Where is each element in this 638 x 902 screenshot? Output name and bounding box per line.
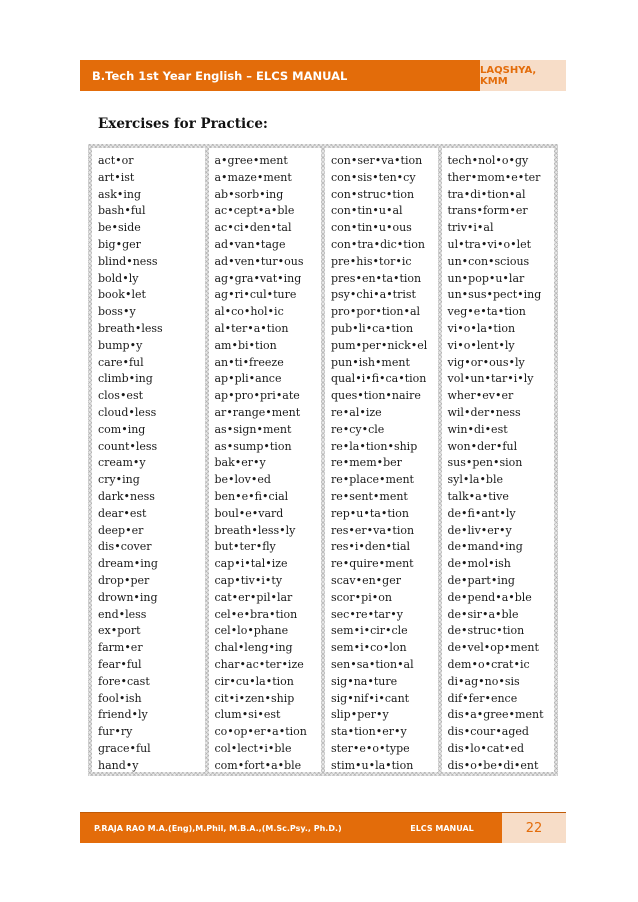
footer-author: P.RAJA RAO M.A.(Eng),M.Phil, M.B.A.,(M.Sc.Psy., Ph.D.) — [94, 823, 342, 833]
syllable-word: ul•tra•vi•o•let — [447, 237, 532, 251]
syllable-word: bump•y — [98, 338, 143, 352]
syllable-word: bak•er•y — [214, 456, 266, 470]
syllable-word: triv•i•al — [447, 221, 494, 235]
syllable-word: dis•a•gree•ment — [447, 708, 544, 722]
syllable-word: a•maze•ment — [214, 170, 292, 184]
syllable-word: ap•pro•pri•ate — [214, 389, 300, 403]
syllable-word: un•sus•pect•ing — [447, 288, 542, 302]
syllable-word: scor•pi•on — [331, 590, 392, 604]
syllable-word: ask•ing — [98, 187, 142, 201]
syllable-word: de•mand•ing — [447, 540, 523, 554]
syllable-word: scav•en•ger — [331, 573, 401, 587]
syllable-word: fool•ish — [98, 691, 142, 705]
syllable-word: de•part•ing — [447, 573, 515, 587]
syllable-word: qual•i•fi•ca•tion — [331, 372, 427, 386]
syllable-word: de•vel•op•ment — [447, 641, 539, 655]
syllable-word: cat•er•pil•lar — [214, 590, 293, 604]
syllable-word: cit•i•zen•ship — [214, 691, 295, 705]
syllable-word: un•pop•u•lar — [447, 271, 525, 285]
syllable-word: count•less — [98, 439, 158, 453]
syllable-word: an•ti•freeze — [214, 355, 284, 369]
syllable-word: boss•y — [98, 305, 136, 319]
syllable-word: slip•per•y — [331, 708, 389, 722]
syllable-word: al•co•hol•ic — [214, 305, 284, 319]
syllable-word: con•tin•u•ous — [331, 221, 412, 235]
syllable-word: bold•ly — [98, 271, 139, 285]
syllable-word: cel•e•bra•tion — [214, 607, 298, 621]
syllable-word: ap•pli•ance — [214, 372, 282, 386]
syllable-word: clos•est — [98, 389, 144, 403]
syllable-word: ques•tion•naire — [331, 389, 421, 403]
syllable-word: re•cy•cle — [331, 422, 385, 436]
syllable-word: as•sign•ment — [214, 422, 292, 436]
syllable-word: char•ac•ter•ize — [214, 657, 304, 671]
syllable-word: stim•u•la•tion — [331, 758, 414, 772]
syllable-word: con•sis•ten•cy — [331, 170, 416, 184]
syllable-word: pub•li•ca•tion — [331, 321, 414, 335]
syllable-word: pun•ish•ment — [331, 355, 410, 369]
syllable-word: un•con•scious — [447, 254, 530, 268]
syllable-word: re•la•tion•ship — [331, 439, 418, 453]
syllable-word: drown•ing — [98, 590, 158, 604]
syllable-word: con•tin•u•al — [331, 204, 403, 218]
syllable-word: but•ter•fly — [214, 540, 276, 554]
syllable-word: ad•van•tage — [214, 237, 286, 251]
syllable-word: sta•tion•er•y — [331, 725, 407, 739]
syllable-word: trans•form•er — [447, 204, 528, 218]
syllable-word: al•ter•a•tion — [214, 321, 289, 335]
syllable-word: vig•or•ous•ly — [447, 355, 525, 369]
word-grid — [92, 148, 554, 772]
syllable-word: pres•en•ta•tion — [331, 271, 422, 285]
syllable-word: con•tra•dic•tion — [331, 237, 425, 251]
syllable-word: res•i•den•tial — [331, 540, 411, 554]
syllable-word: sem•i•co•lon — [331, 641, 407, 655]
syllable-word: tech•nol•o•gy — [447, 154, 529, 167]
syllable-word: wil•der•ness — [447, 405, 521, 419]
syllable-word: rep•u•ta•tion — [331, 506, 409, 520]
header-title: B.Tech 1st Year English – ELCS MANUAL — [80, 60, 480, 91]
syllable-word: de•sir•a•ble — [447, 607, 519, 621]
syllable-word: ad•ven•tur•ous — [214, 254, 304, 268]
word-column — [209, 148, 322, 772]
syllable-word: won•der•ful — [447, 439, 518, 453]
syllable-word: hand•y — [98, 758, 139, 772]
footer-manual-label: ELCS MANUAL — [410, 823, 474, 833]
syllable-word: dis•cour•aged — [447, 725, 529, 739]
syllable-word: care•ful — [98, 355, 144, 369]
word-table — [88, 144, 558, 776]
syllable-word: pum•per•nick•el — [331, 338, 428, 352]
syllable-word: as•sump•tion — [214, 439, 292, 453]
word-column — [325, 148, 438, 772]
syllable-word: art•ist — [98, 170, 135, 184]
syllable-word: be•lov•ed — [214, 473, 271, 487]
syllable-word: win•di•est — [447, 422, 508, 436]
syllable-word: sec•re•tar•y — [331, 607, 403, 621]
syllable-word: boul•e•vard — [214, 506, 284, 520]
page-footer — [80, 812, 566, 843]
syllable-word: breath•less•ly — [214, 523, 296, 537]
page-number: 22 — [502, 813, 566, 843]
syllable-word: re•place•ment — [331, 473, 414, 487]
syllable-word: cloud•less — [98, 405, 157, 419]
syllable-word: ar•range•ment — [214, 405, 301, 419]
syllable-word: big•ger — [98, 237, 141, 251]
syllable-word: grace•ful — [98, 741, 151, 755]
syllable-word: co•op•er•a•tion — [214, 725, 307, 739]
syllable-word: pre•his•tor•ic — [331, 254, 412, 268]
syllable-word: act•or — [98, 154, 134, 167]
syllable-word: vi•o•lent•ly — [447, 338, 515, 352]
syllable-word: fear•ful — [98, 657, 142, 671]
syllable-word: vi•o•la•tion — [447, 321, 516, 335]
syllable-word: cry•ing — [98, 473, 140, 487]
syllable-word: tra•di•tion•al — [447, 187, 526, 201]
syllable-word: dis•cover — [98, 540, 152, 554]
syllable-word: re•mem•ber — [331, 456, 402, 470]
syllable-word: clum•si•est — [214, 708, 281, 722]
syllable-word: drop•per — [98, 573, 150, 587]
syllable-word: ster•e•o•type — [331, 741, 410, 755]
syllable-word: ac•cept•a•ble — [214, 204, 295, 218]
syllable-word: cir•cu•la•tion — [214, 674, 294, 688]
syllable-word: dif•fer•ence — [447, 691, 518, 705]
syllable-word: blind•ness — [98, 254, 158, 268]
syllable-word: a•gree•ment — [214, 154, 288, 167]
syllable-word: fur•ry — [98, 725, 133, 739]
syllable-word: cap•tiv•i•ty — [214, 573, 283, 587]
syllable-word: cream•y — [98, 456, 146, 470]
syllable-word: con•ser•va•tion — [331, 154, 423, 167]
syllable-word: farm•er — [98, 641, 143, 655]
syllable-word: de•mol•ish — [447, 557, 511, 571]
syllable-word: syl•la•ble — [447, 473, 503, 487]
syllable-word: bash•ful — [98, 204, 146, 218]
syllable-word: breath•less — [98, 321, 163, 335]
syllable-word: de•pend•a•ble — [447, 590, 532, 604]
syllable-word: com•ing — [98, 422, 146, 436]
syllable-word: di•ag•no•sis — [447, 674, 520, 688]
syllable-word: ac•ci•den•tal — [214, 221, 292, 235]
syllable-word: end•less — [98, 607, 147, 621]
syllable-word: talk•a•tive — [447, 489, 509, 503]
page-header — [80, 60, 566, 91]
syllable-word: veg•e•ta•tion — [447, 305, 526, 319]
syllable-word: dear•est — [98, 506, 147, 520]
syllable-word: com•fort•a•ble — [214, 758, 302, 772]
syllable-word: de•liv•er•y — [447, 523, 512, 537]
syllable-word: ther•mom•e•ter — [447, 170, 541, 184]
syllable-word: ab•sorb•ing — [214, 187, 284, 201]
syllable-word: vol•un•tar•i•ly — [447, 372, 534, 386]
syllable-word: ben•e•fi•cial — [214, 489, 289, 503]
syllable-word: sig•na•ture — [331, 674, 398, 688]
syllable-word: de•fi•ant•ly — [447, 506, 516, 520]
syllable-word: dream•ing — [98, 557, 158, 571]
syllable-word: cel•lo•phane — [214, 624, 289, 638]
syllable-word: con•struc•tion — [331, 187, 415, 201]
syllable-word: dem•o•crat•ic — [447, 657, 530, 671]
syllable-word: sem•i•cir•cle — [331, 624, 408, 638]
syllable-word: re•sent•ment — [331, 489, 408, 503]
syllable-word: climb•ing — [98, 372, 153, 386]
word-column — [92, 148, 205, 772]
syllable-word: ag•gra•vat•ing — [214, 271, 302, 285]
syllable-word: friend•ly — [98, 708, 148, 722]
word-column — [442, 148, 555, 772]
syllable-word: cap•i•tal•ize — [214, 557, 288, 571]
syllable-word: ag•ri•cul•ture — [214, 288, 297, 302]
syllable-word: fore•cast — [98, 674, 150, 688]
syllable-word: col•lect•i•ble — [214, 741, 292, 755]
section-title: Exercises for Practice: — [98, 116, 268, 132]
syllable-word: deep•er — [98, 523, 144, 537]
syllable-word: dis•o•be•di•ent — [447, 758, 539, 772]
syllable-word: res•er•va•tion — [331, 523, 415, 537]
syllable-word: wher•ev•er — [447, 389, 514, 403]
syllable-word: dark•ness — [98, 489, 155, 503]
syllable-word: pro•por•tion•al — [331, 305, 421, 319]
syllable-word: am•bi•tion — [214, 338, 277, 352]
syllable-word: book•let — [98, 288, 146, 302]
syllable-word: re•al•ize — [331, 405, 382, 419]
syllable-word: dis•lo•cat•ed — [447, 741, 525, 755]
header-right-label: LAQSHYA, KMM — [480, 60, 566, 91]
syllable-word: sig•nif•i•cant — [331, 691, 410, 705]
syllable-word: sen•sa•tion•al — [331, 657, 414, 671]
syllable-word: psy•chi•a•trist — [331, 288, 416, 302]
syllable-word: de•struc•tion — [447, 624, 525, 638]
syllable-word: re•quire•ment — [331, 557, 414, 571]
syllable-word: be•side — [98, 221, 141, 235]
syllable-word: chal•leng•ing — [214, 641, 293, 655]
syllable-word: sus•pen•sion — [447, 456, 523, 470]
syllable-word: ex•port — [98, 624, 141, 638]
